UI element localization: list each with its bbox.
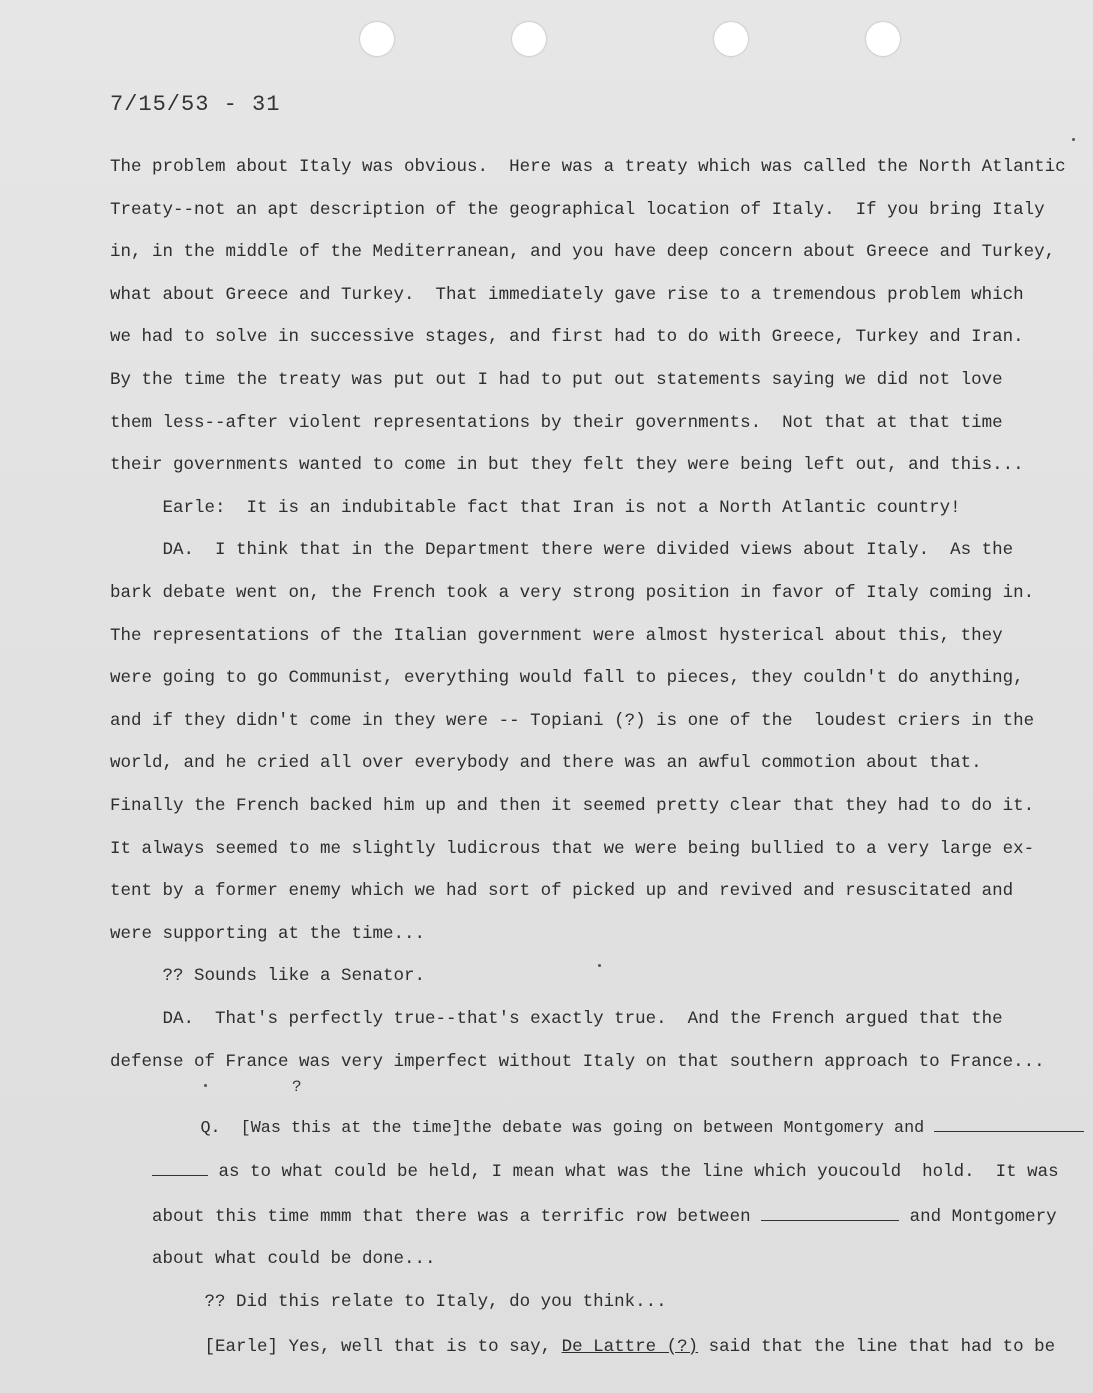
- transcript-line: bark debate went on, the French took a very strong position in favor of Italy coming in.: [110, 583, 1035, 603]
- transcript-line: world, and he cried all over everybody and there was an awful commotion about that.: [110, 753, 982, 774]
- q-line-text: as to what could be held, I mean what was the line which youcould hold. It was: [208, 1162, 1059, 1182]
- q-line-text: about this time mmm that there was a terrific row between: [152, 1207, 762, 1227]
- punch-hole: [360, 22, 394, 56]
- transcript-line: Finally the French backed him up and then it seemed pretty clear that they had to do it.: [110, 796, 1035, 816]
- q-line-text: about what could be done...: [152, 1249, 436, 1269]
- transcript-line: DA. I think that in the Department there were divided views about Italy. As the: [110, 540, 1014, 561]
- punch-hole: [714, 22, 748, 56]
- last-line-before: [Earle] Yes, well that is to say,: [152, 1337, 562, 1357]
- transcript-line: their governments wanted to come in but they felt they were being left out, and this...: [110, 455, 1024, 476]
- punch-hole: [866, 22, 900, 56]
- transcript-line: in, in the middle of the Mediterranean, and you have deep concern about Greece and Turkey,: [110, 242, 1056, 263]
- transcript-line: The problem about Italy was obvious. Here was a treaty which was called the North Atlantic: [110, 157, 1066, 177]
- q-line-text: and Montgomery: [899, 1207, 1057, 1227]
- transcript-line: Earle: It is an indubitable fact that Iran is not a North Atlantic country!: [110, 497, 961, 518]
- paper-speck: [204, 1084, 207, 1087]
- transcript-line: tent by a former enemy which we had sort of picked up and revived and resuscitated and: [110, 881, 1014, 902]
- transcript-line: defense of France was very imperfect without Italy on that southern approach to France...: [110, 1051, 1045, 1072]
- transcript-line: DA. That's perfectly true--that's exactly true. And the French argued that the: [110, 1009, 1003, 1029]
- q-line-text: Q. [Was this at the time]the debate was going on between Montgomery and: [150, 1119, 935, 1138]
- transcript-line: and if they didn't come in they were -- Topiani (?) is one of the loudest criers in the: [110, 710, 1035, 731]
- blank-field: [152, 1161, 208, 1176]
- blank-field: [934, 1117, 1084, 1132]
- last-line-after: said that the line that had to be: [698, 1337, 1056, 1357]
- transcript-line: what about Greece and Turkey. That immediately gave rise to a tremendous problem which: [110, 284, 1024, 305]
- blank-field: [761, 1206, 899, 1221]
- transcript-line: were supporting at the time...: [110, 923, 426, 944]
- uncertainty-mark: ?: [292, 1078, 302, 1096]
- punch-hole: [512, 22, 546, 56]
- transcript-line: The representations of the Italian government were almost hysterical about this, they: [110, 625, 1003, 646]
- underlined-name: De Lattre (?): [561, 1337, 699, 1357]
- transcript-line: By the time the treaty was put out I had to put out statements saying we did not love: [110, 370, 1003, 390]
- page-reference: 7/15/53 - 31: [110, 92, 281, 117]
- transcript-line: Treaty--not an apt description of the geographical location of Italy. If you bring Italy: [110, 199, 1045, 220]
- transcript-line: them less--after violent representations by their governments. Not that at that time: [110, 412, 1003, 433]
- transcript-line: we had to solve in successive stages, and first had to do with Greece, Turkey and Iran.: [110, 327, 1024, 348]
- transcript-line-last: [110, 1317, 1055, 1377]
- paper-speck: [1072, 138, 1075, 141]
- paper-speck: [598, 964, 601, 967]
- transcript-line: were going to go Communist, everything would fall to pieces, they couldn't do anything,: [110, 668, 1024, 689]
- transcript-line: ?? Sounds like a Senator.: [110, 966, 426, 987]
- tail-line-text: ?? Did this relate to Italy, do you think...: [152, 1292, 667, 1312]
- transcript-line: It always seemed to me slightly ludicrous that we were being bullied to a very large ex-: [110, 838, 1035, 859]
